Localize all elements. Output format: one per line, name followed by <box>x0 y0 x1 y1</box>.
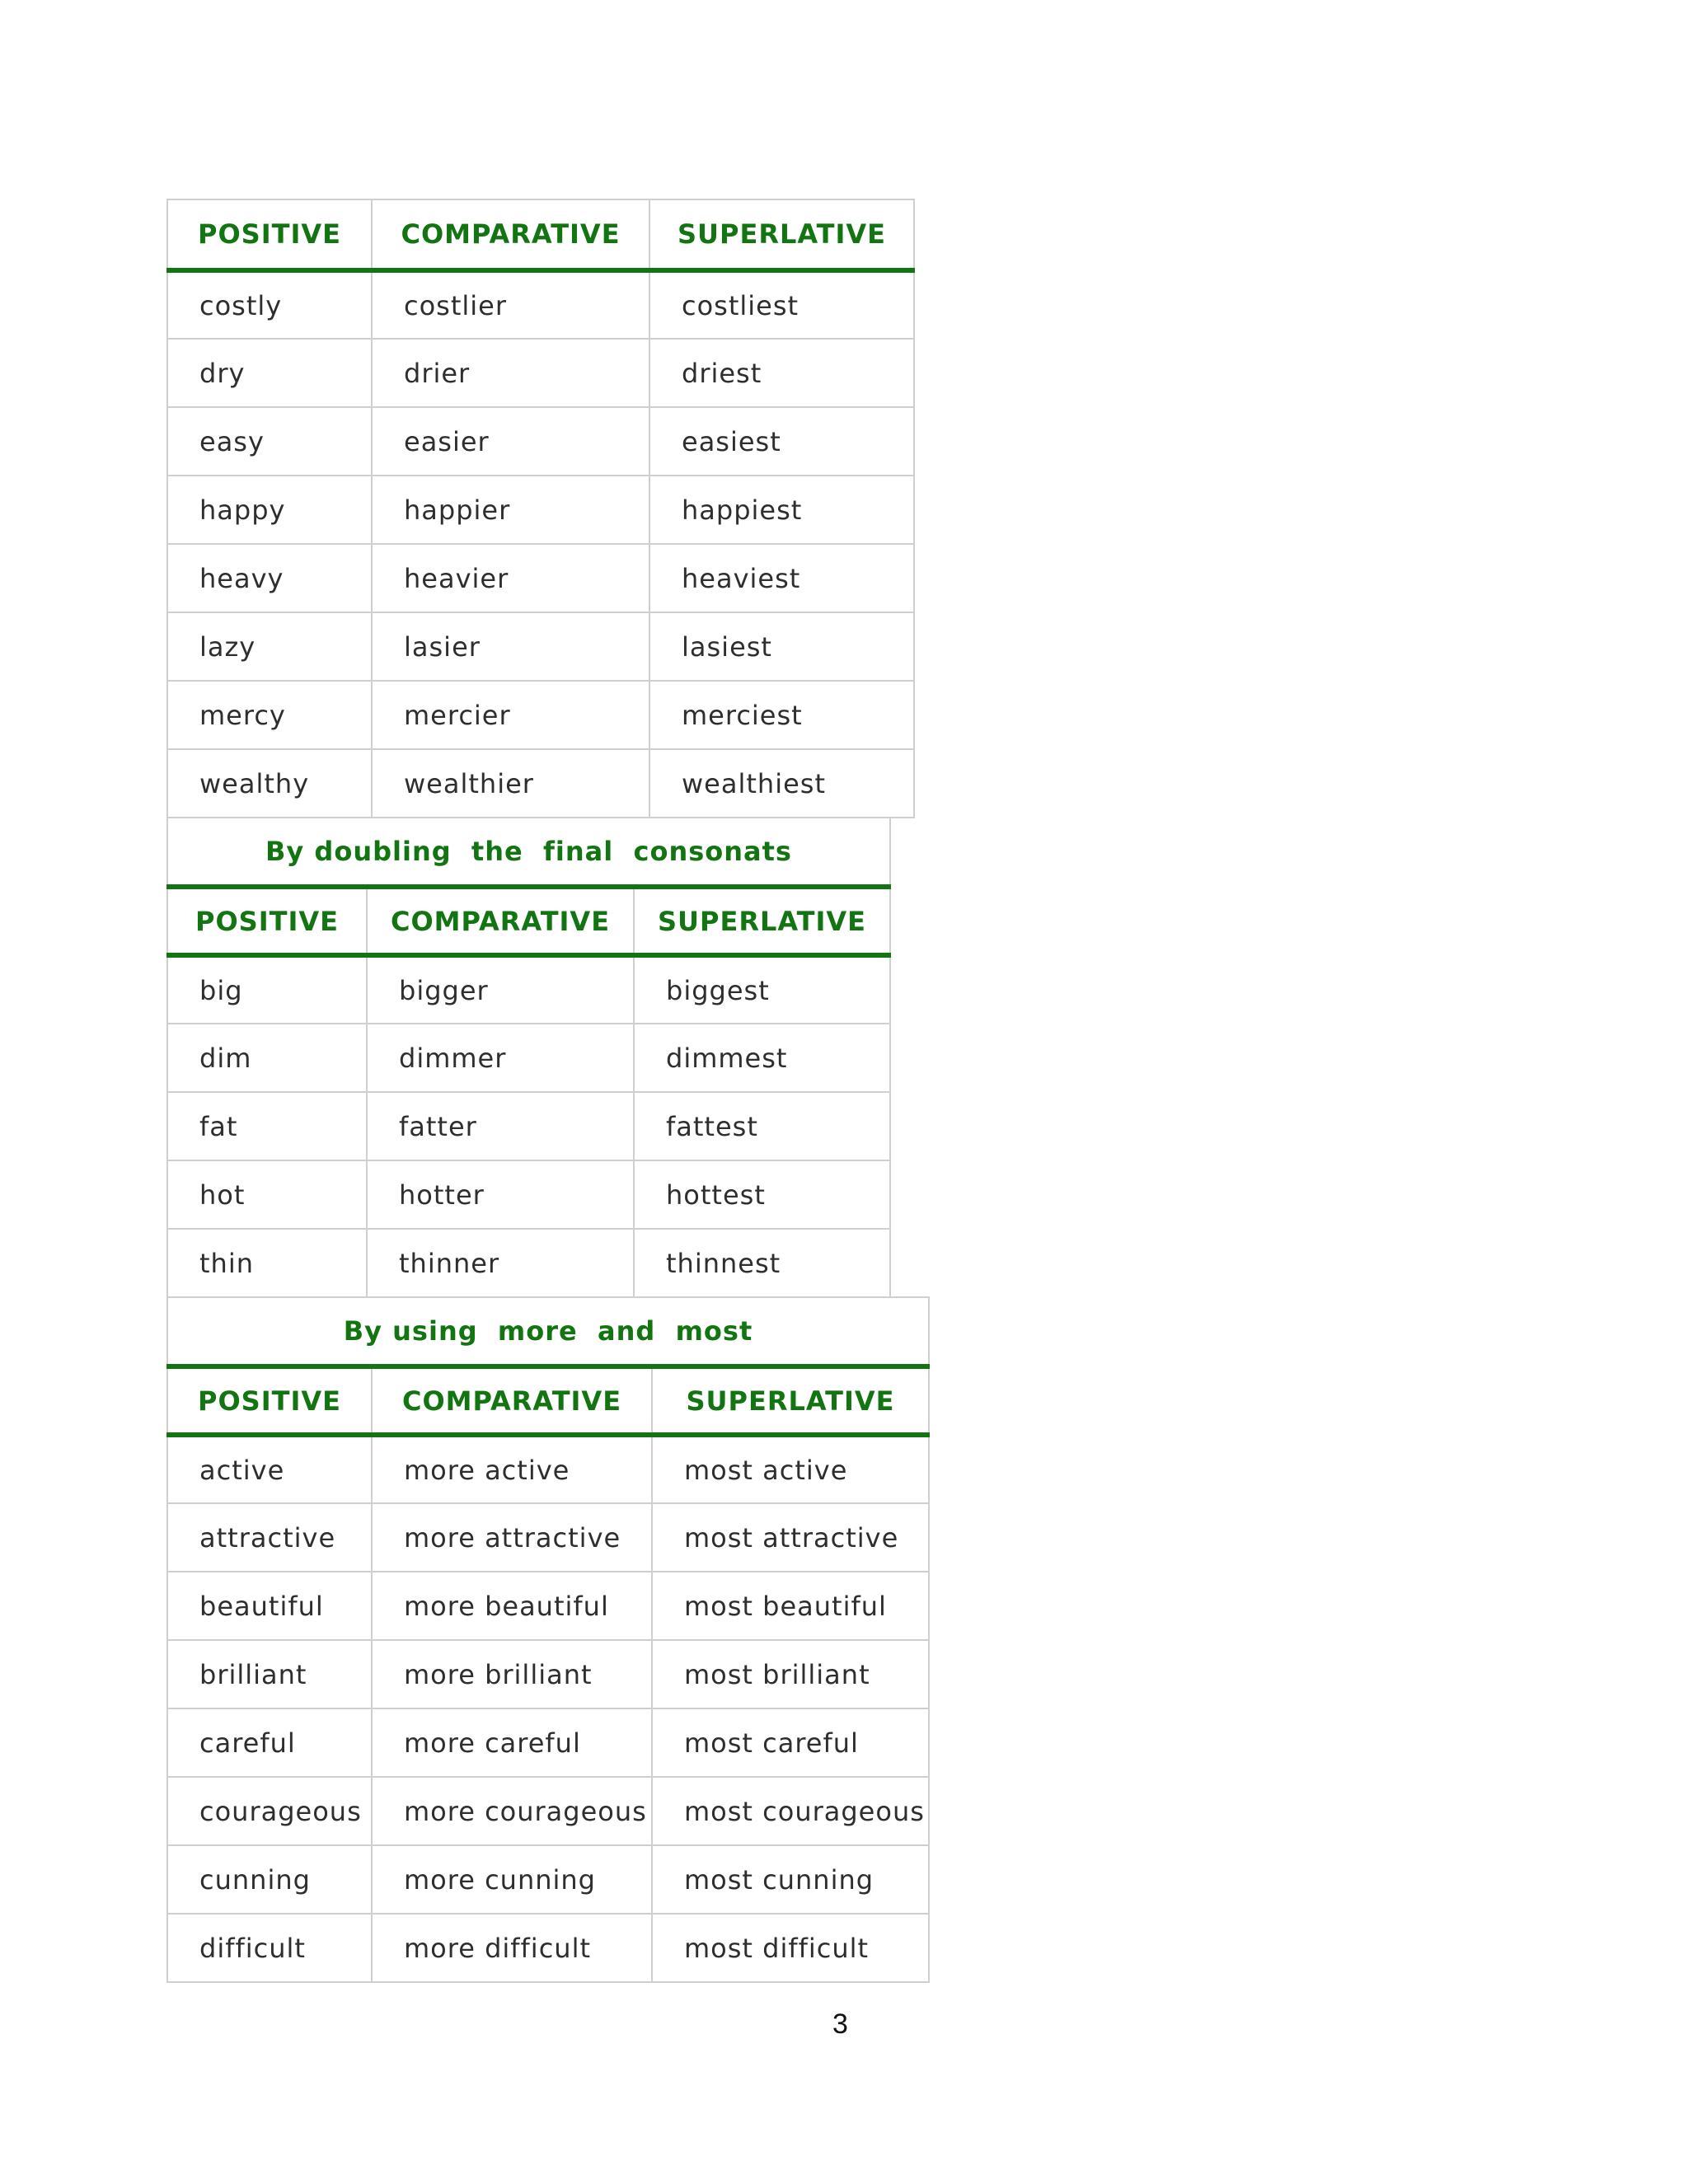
superlative-cell: most careful <box>652 1708 929 1777</box>
comparative-cell: thinner <box>367 1229 634 1297</box>
superlative-cell: hottest <box>634 1160 890 1229</box>
header-comparative: COMPARATIVE <box>367 887 634 955</box>
positive-cell: hot <box>167 1160 367 1229</box>
superlative-cell: easiest <box>649 407 914 476</box>
positive-cell: fat <box>167 1092 367 1160</box>
comparative-cell: mercier <box>372 681 649 749</box>
comparative-cell: happier <box>372 476 649 544</box>
table-caption: By doubling the final consonats <box>167 818 890 887</box>
table-header-row <box>167 199 914 270</box>
comparative-cell: more cunning <box>372 1845 652 1914</box>
table-row <box>167 270 914 339</box>
positive-cell: attractive <box>167 1503 372 1572</box>
table-row <box>167 1160 890 1229</box>
superlative-cell: most attractive <box>652 1503 929 1572</box>
positive-cell: mercy <box>167 681 372 749</box>
positive-cell: heavy <box>167 544 372 612</box>
comparative-cell: fatter <box>367 1092 634 1160</box>
table-row <box>167 1914 929 1982</box>
table-row <box>167 749 914 818</box>
comparative-cell: drier <box>372 339 649 407</box>
superlative-cell: most cunning <box>652 1845 929 1914</box>
table-row <box>167 1435 929 1503</box>
table-row <box>167 1640 929 1708</box>
table-row <box>167 1572 929 1640</box>
header-positive: POSITIVE <box>167 1366 372 1435</box>
superlative-cell: most beautiful <box>652 1572 929 1640</box>
comparative-cell: more brilliant <box>372 1640 652 1708</box>
table-caption-row <box>167 1297 929 1366</box>
comparative-cell: costlier <box>372 270 649 339</box>
table-row <box>167 1708 929 1777</box>
table-row <box>167 544 914 612</box>
page-number: 3 <box>832 2008 848 2040</box>
comparison-table-more-most <box>166 1296 930 1983</box>
positive-cell: easy <box>167 407 372 476</box>
table-header-row <box>167 1366 929 1435</box>
positive-cell: careful <box>167 1708 372 1777</box>
header-comparative: COMPARATIVE <box>372 1366 652 1435</box>
table-row <box>167 407 914 476</box>
positive-cell: big <box>167 955 367 1024</box>
table-row <box>167 955 890 1024</box>
superlative-cell: most courageous <box>652 1777 929 1845</box>
comparative-cell: easier <box>372 407 649 476</box>
table-header-row <box>167 887 890 955</box>
superlative-cell: biggest <box>634 955 890 1024</box>
superlative-cell: most active <box>652 1435 929 1503</box>
comparative-cell: dimmer <box>367 1024 634 1092</box>
positive-cell: costly <box>167 270 372 339</box>
superlative-cell: driest <box>649 339 914 407</box>
table-row <box>167 1092 890 1160</box>
superlative-cell: merciest <box>649 681 914 749</box>
positive-cell: brilliant <box>167 1640 372 1708</box>
positive-cell: lazy <box>167 612 372 681</box>
positive-cell: wealthy <box>167 749 372 818</box>
superlative-cell: wealthiest <box>649 749 914 818</box>
comparison-table-y-to-ier <box>166 199 915 818</box>
comparative-cell: more beautiful <box>372 1572 652 1640</box>
table-caption: By using more and most <box>167 1297 929 1366</box>
comparative-cell: more attractive <box>372 1503 652 1572</box>
positive-cell: dim <box>167 1024 367 1092</box>
positive-cell: dry <box>167 339 372 407</box>
table-row <box>167 1229 890 1297</box>
positive-cell: cunning <box>167 1845 372 1914</box>
positive-cell: thin <box>167 1229 367 1297</box>
positive-cell: courageous <box>167 1777 372 1845</box>
superlative-cell: lasiest <box>649 612 914 681</box>
positive-cell: beautiful <box>167 1572 372 1640</box>
superlative-cell: fattest <box>634 1092 890 1160</box>
comparative-cell: heavier <box>372 544 649 612</box>
comparative-cell: bigger <box>367 955 634 1024</box>
comparative-cell: lasier <box>372 612 649 681</box>
header-superlative: SUPERLATIVE <box>634 887 890 955</box>
superlative-cell: most difficult <box>652 1914 929 1982</box>
comparative-cell: hotter <box>367 1160 634 1229</box>
comparative-cell: more active <box>372 1435 652 1503</box>
table-row <box>167 681 914 749</box>
header-superlative: SUPERLATIVE <box>649 199 914 270</box>
comparative-cell: wealthier <box>372 749 649 818</box>
table-caption-row <box>167 818 890 887</box>
superlative-cell: heaviest <box>649 544 914 612</box>
table-row <box>167 476 914 544</box>
superlative-cell: costliest <box>649 270 914 339</box>
positive-cell: happy <box>167 476 372 544</box>
header-positive: POSITIVE <box>167 887 367 955</box>
comparative-cell: more careful <box>372 1708 652 1777</box>
table-row <box>167 1503 929 1572</box>
comparison-table-doubling-consonants <box>166 817 891 1298</box>
table-row <box>167 1845 929 1914</box>
header-superlative: SUPERLATIVE <box>652 1366 929 1435</box>
header-positive: POSITIVE <box>167 199 372 270</box>
table-row <box>167 339 914 407</box>
superlative-cell: thinnest <box>634 1229 890 1297</box>
comparative-cell: more courageous <box>372 1777 652 1845</box>
table-row <box>167 1777 929 1845</box>
superlative-cell: dimmest <box>634 1024 890 1092</box>
positive-cell: active <box>167 1435 372 1503</box>
superlative-cell: happiest <box>649 476 914 544</box>
positive-cell: difficult <box>167 1914 372 1982</box>
table-row <box>167 612 914 681</box>
comparative-cell: more difficult <box>372 1914 652 1982</box>
header-comparative: COMPARATIVE <box>372 199 649 270</box>
table-row <box>167 1024 890 1092</box>
superlative-cell: most brilliant <box>652 1640 929 1708</box>
